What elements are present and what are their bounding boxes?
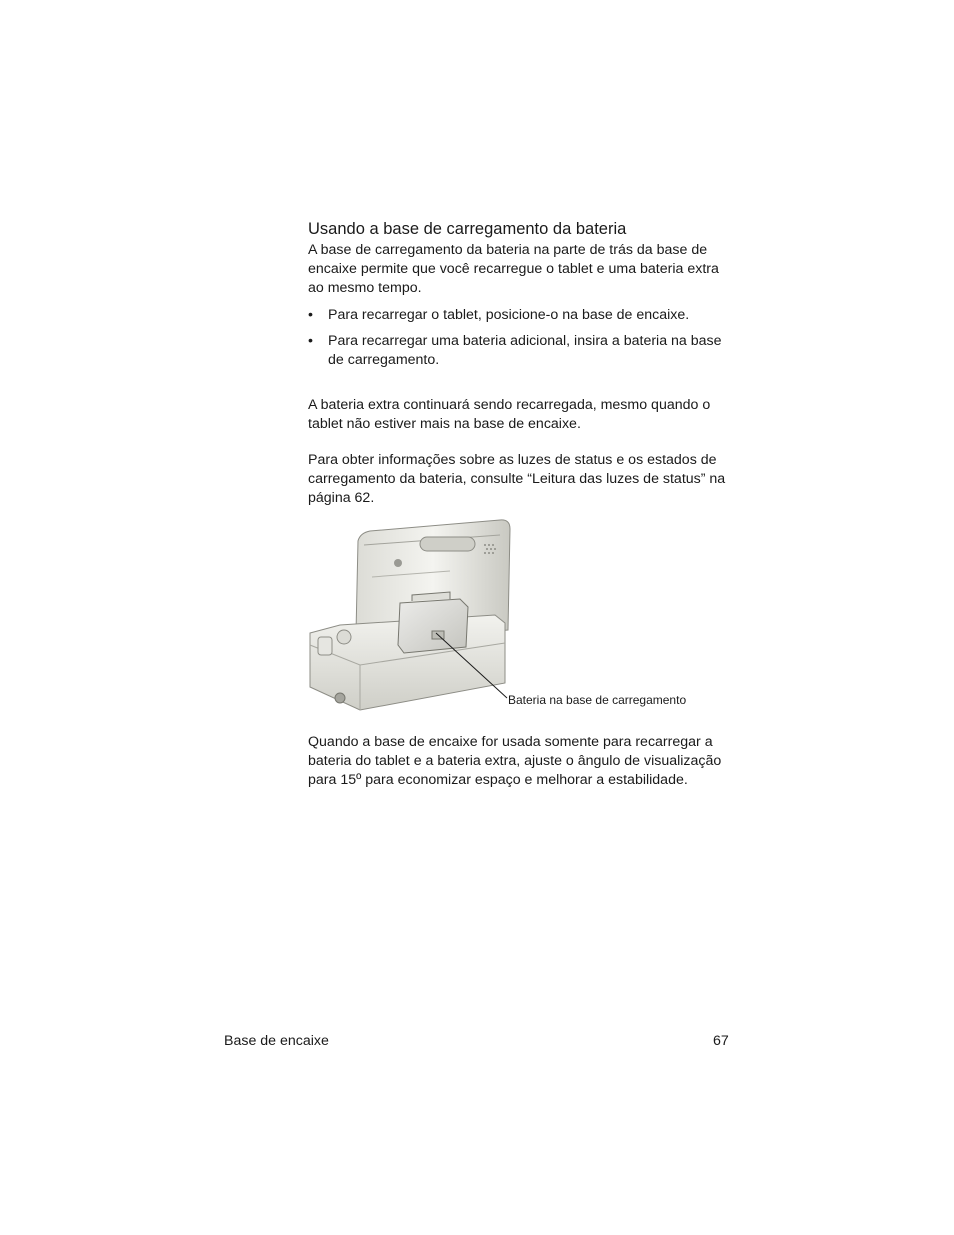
intro-paragraph: A base de carregamento da bateria na parte de trás da base de encaixe permite que você recarregue o tablet e uma bateria extra ao mesmo tempo.	[308, 242, 719, 296]
list-item-text: Para recarregar uma bateria adicional, insira a bateria na base de carregamento.	[328, 333, 722, 368]
footer-page-number: 67	[713, 1033, 729, 1049]
bullet-list	[308, 306, 733, 370]
section-title: Usando a base de carregamento da bateria	[308, 220, 627, 238]
list-item	[308, 306, 733, 325]
bullet-icon: •	[308, 307, 313, 323]
paragraph-status-lights: Para obter informações sobre as luzes de status e os estados de carregamento da bateria, consulte “Leitura das luzes de status” na página 62.	[308, 452, 726, 506]
list-item-text: Para recarregar o tablet, posicione-o na base de encaixe.	[328, 307, 690, 323]
figure-caption: Bateria na base de carregamento	[508, 693, 687, 707]
paragraph-viewing-angle: Quando a base de encaixe for usada somente para recarregar a bateria do tablet e a bateria extra, ajuste o ângulo de visualização para 15º para economizar espaço e melhorar a estabilidade.	[308, 734, 722, 788]
bullet-icon: •	[308, 333, 313, 349]
dock-battery-illustration	[300, 515, 720, 720]
paragraph-extra-battery: A bateria extra continuará sendo recarregada, mesmo quando o tablet não estiver mais na base de encaixe.	[308, 397, 711, 432]
list-item	[308, 332, 733, 370]
footer-chapter-title: Base de encaixe	[224, 1033, 329, 1049]
main-content	[308, 218, 733, 508]
